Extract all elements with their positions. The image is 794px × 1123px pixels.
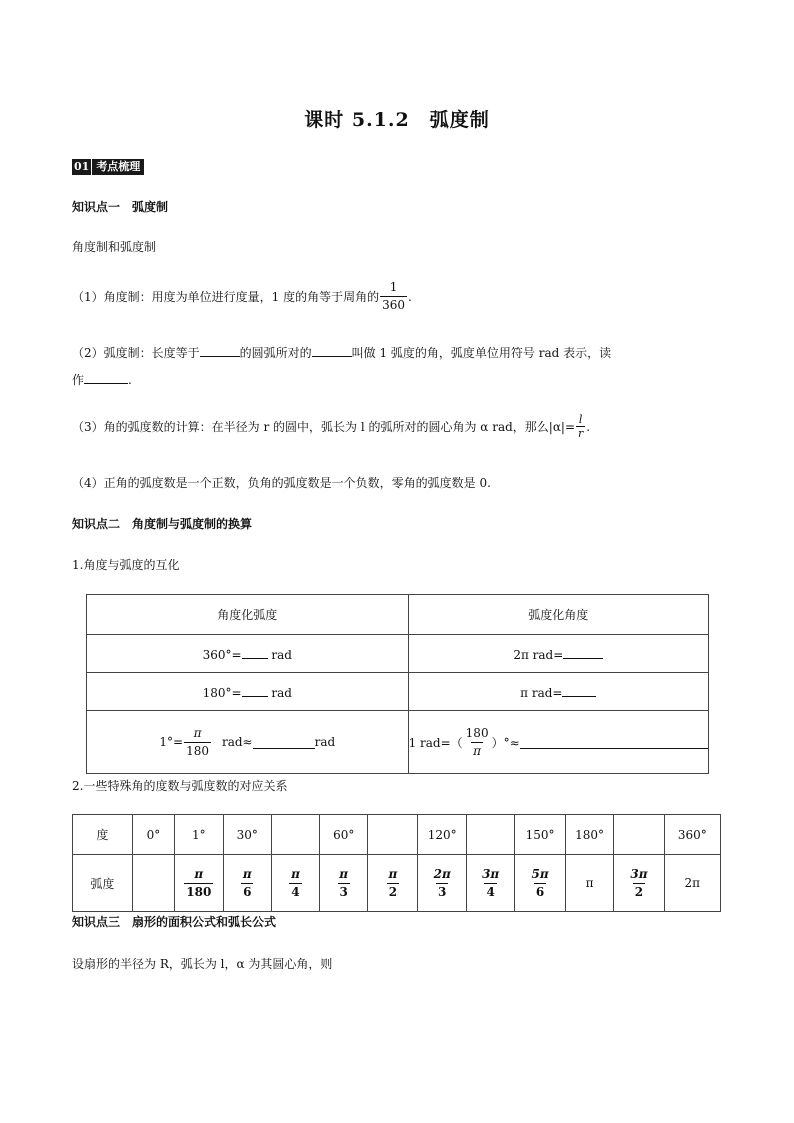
cell-text: ）°≈ bbox=[491, 735, 520, 750]
degree-cell bbox=[466, 815, 514, 855]
blank-field[interactable] bbox=[562, 684, 596, 697]
table1-cell bbox=[408, 635, 708, 673]
radian-value: 2π bbox=[684, 876, 701, 890]
denominator: 4 bbox=[486, 884, 495, 899]
radian-cell bbox=[320, 855, 368, 912]
degree-cell: 30° bbox=[223, 815, 271, 855]
cell-unit: rad bbox=[314, 735, 336, 749]
numerator: π bbox=[339, 866, 349, 881]
numerator: 5π bbox=[531, 866, 549, 881]
radian-fraction bbox=[432, 866, 453, 901]
blank-field[interactable] bbox=[520, 736, 708, 749]
denominator: 4 bbox=[291, 884, 300, 899]
conversion-table bbox=[86, 594, 709, 774]
denominator: 180 bbox=[186, 743, 209, 758]
kp1-paragraph-4: （4）正角的弧度数是一个正数，负角的弧度数是一个负数，零角的弧度数是 0. bbox=[72, 476, 491, 490]
cell-text: 1°= bbox=[159, 735, 184, 749]
fraction-pi-over-180 bbox=[184, 725, 211, 760]
cell-text: rad≈ bbox=[221, 735, 253, 749]
degree-cell bbox=[368, 815, 418, 855]
blank-field[interactable] bbox=[84, 371, 128, 384]
radian-cell bbox=[515, 855, 565, 912]
kp2-heading: 知识点二 角度制与弧度制的换算 bbox=[72, 517, 253, 531]
fraction-1-over-360 bbox=[380, 279, 407, 314]
kp1-paragraph-2-cont bbox=[72, 371, 132, 388]
radian-cell bbox=[466, 855, 514, 912]
numerator: 180 bbox=[465, 725, 489, 740]
denominator: 6 bbox=[243, 884, 252, 899]
section-badge bbox=[72, 159, 144, 175]
blank-field[interactable] bbox=[200, 344, 240, 357]
p1-numerator: 1 bbox=[389, 280, 398, 294]
radian-fraction bbox=[241, 866, 254, 901]
radian-cell bbox=[418, 855, 467, 912]
degree-cell: 150° bbox=[515, 815, 565, 855]
fraction-l-over-r bbox=[576, 413, 585, 440]
kp3-text: 设扇形的半径为 R，弧长为 l，α 为其圆心角，则 bbox=[72, 957, 333, 971]
cell-unit: rad bbox=[271, 685, 292, 700]
degree-cell: 180° bbox=[565, 815, 614, 855]
p2-text-b: 的圆弧所对的 bbox=[239, 346, 312, 360]
kp1-paragraph-3 bbox=[72, 413, 590, 440]
radian-value: π bbox=[585, 876, 594, 890]
radian-cell bbox=[132, 855, 174, 912]
kp3-heading: 知识点三 扇形的面积公式和弧长公式 bbox=[72, 915, 277, 929]
degree-cell: 120° bbox=[418, 815, 467, 855]
degree-cell: 1° bbox=[175, 815, 224, 855]
radian-cell bbox=[565, 855, 614, 912]
cell-unit: rad bbox=[271, 647, 292, 662]
row-label-degrees: 度 bbox=[73, 815, 133, 855]
cell-text: 360°= bbox=[202, 647, 242, 662]
numerator: 2π bbox=[433, 866, 451, 881]
page-title: 课时 5.1.2 弧度制 bbox=[304, 109, 490, 131]
cell-text: 1 rad=（ bbox=[408, 735, 463, 750]
p2-text-a: （2）弧度制：长度等于 bbox=[72, 346, 200, 360]
row-label-radians: 弧度 bbox=[73, 855, 133, 912]
blank-field[interactable] bbox=[242, 646, 268, 659]
blank-field[interactable] bbox=[563, 646, 603, 659]
p2-text-c: 叫做 1 弧度的角，弧度单位用符号 rad 表示，读 bbox=[351, 346, 612, 360]
radian-cell bbox=[175, 855, 224, 912]
kp2-subheading-1: 1.角度与弧度的互化 bbox=[72, 558, 180, 572]
p2-text-e: . bbox=[128, 373, 132, 387]
p2-text-d: 作 bbox=[72, 373, 85, 387]
cell-text: 180°= bbox=[202, 685, 242, 700]
radian-fraction bbox=[387, 866, 400, 901]
kp1-subheading: 角度制和弧度制 bbox=[72, 240, 157, 254]
radian-fraction bbox=[289, 866, 302, 901]
numerator: π bbox=[193, 725, 202, 740]
radian-fraction bbox=[628, 866, 649, 901]
table1-cell bbox=[87, 635, 409, 673]
p1-denominator: 360 bbox=[382, 298, 405, 312]
blank-field[interactable] bbox=[242, 684, 268, 697]
degree-cell: 0° bbox=[132, 815, 174, 855]
denominator: 6 bbox=[535, 884, 545, 899]
cell-text: π rad= bbox=[520, 685, 563, 700]
table1-cell bbox=[408, 711, 708, 774]
denominator: 2 bbox=[634, 884, 644, 899]
denominator: 3 bbox=[339, 884, 348, 899]
kp1-heading: 知识点一 弧度制 bbox=[72, 200, 169, 214]
degree-cell bbox=[271, 815, 319, 855]
cell-text: 2π rad= bbox=[513, 647, 564, 662]
section-label: 考点梳理 bbox=[92, 159, 144, 175]
numerator: π bbox=[194, 866, 204, 881]
denominator: 2 bbox=[388, 884, 398, 899]
radian-cell bbox=[223, 855, 271, 912]
numerator: 3π bbox=[482, 866, 500, 881]
kp2-subheading-2: 2.一些特殊角的度数与弧度数的对应关系 bbox=[72, 779, 288, 793]
kp1-paragraph-1 bbox=[72, 279, 412, 314]
p1-end: . bbox=[408, 289, 412, 304]
radian-cell bbox=[664, 855, 720, 912]
fraction-180-over-pi bbox=[464, 725, 491, 760]
radian-fraction bbox=[337, 866, 350, 901]
numerator: π bbox=[291, 866, 300, 881]
radian-fraction bbox=[480, 866, 501, 901]
denominator: 180 bbox=[186, 884, 212, 899]
degree-cell: 360° bbox=[664, 815, 720, 855]
table1-cell bbox=[408, 673, 708, 711]
radian-fraction bbox=[529, 866, 550, 901]
p1-text: （1）角度制：用度为单位进行度量，1 度的角等于周角的 bbox=[72, 290, 380, 304]
numerator: 3π bbox=[630, 866, 648, 881]
denominator: 3 bbox=[438, 884, 447, 899]
blank-field[interactable] bbox=[253, 736, 315, 749]
kp1-paragraph-2 bbox=[72, 344, 611, 361]
numerator: π bbox=[242, 866, 252, 881]
denominator: π bbox=[473, 743, 482, 758]
blank-field[interactable] bbox=[312, 344, 352, 357]
special-angles-table bbox=[72, 814, 721, 912]
p3-end: . bbox=[586, 419, 591, 434]
numerator: π bbox=[388, 866, 398, 881]
table1-cell bbox=[87, 673, 409, 711]
radian-cell bbox=[271, 855, 319, 912]
table1-header-deg-to-rad: 角度化弧度 bbox=[87, 595, 409, 635]
degree-cell bbox=[614, 815, 664, 855]
p3-numerator: l bbox=[578, 413, 583, 426]
table1-header-rad-to-deg: 弧度化角度 bbox=[408, 595, 708, 635]
table1-cell bbox=[87, 711, 409, 774]
radian-fraction bbox=[184, 866, 213, 901]
radian-cell bbox=[368, 855, 418, 912]
p3-text: （3）角的弧度数的计算：在半径为 r 的圆中，弧长为 l 的弧所对的圆心角为 α rad，那么|α|= bbox=[72, 420, 576, 434]
p3-denominator: r bbox=[578, 427, 584, 440]
radian-cell bbox=[614, 855, 664, 912]
degree-cell: 60° bbox=[320, 815, 368, 855]
section-number: 01 bbox=[74, 160, 90, 173]
